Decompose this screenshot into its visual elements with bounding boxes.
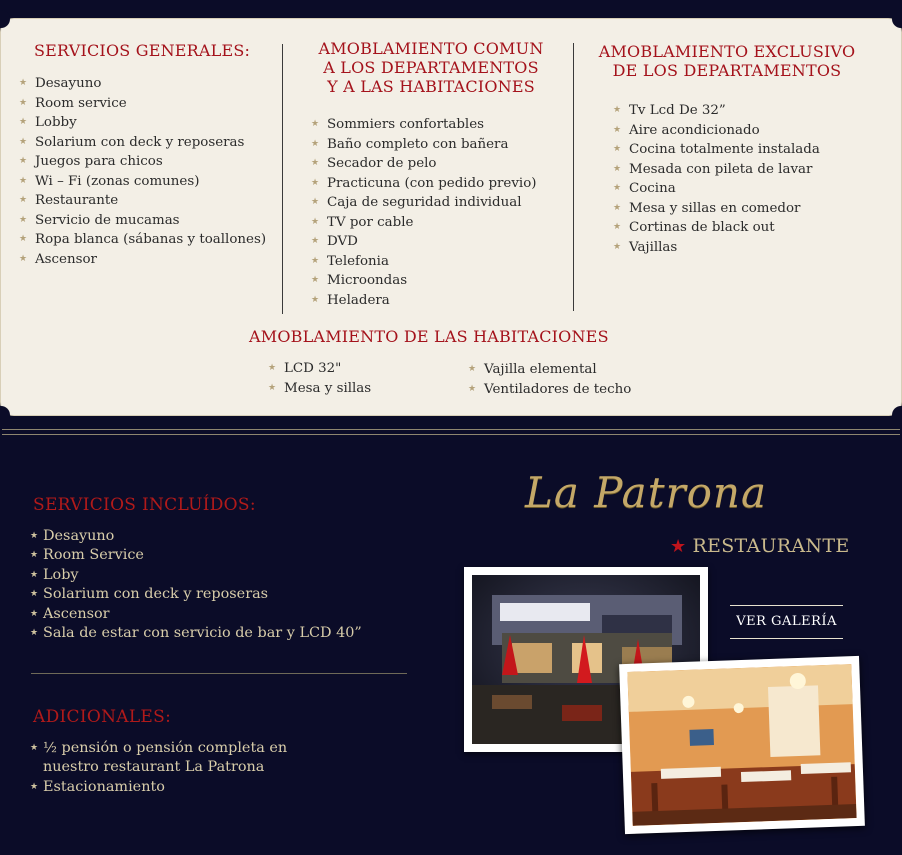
list-item: ★ Caja de seguridad individual	[311, 193, 536, 213]
list-item: ★ Juegos para chicos	[19, 152, 266, 172]
star-icon: ★	[19, 195, 28, 205]
star-icon: ★	[19, 214, 28, 225]
star-icon: ★	[311, 275, 320, 285]
star-icon: ★	[613, 163, 622, 174]
column-divider	[573, 43, 574, 311]
star-icon: ★	[30, 589, 39, 600]
list-item: ★ Vajilla elemental	[468, 360, 631, 380]
divider-line	[31, 673, 407, 674]
amoblamiento-comun-list	[311, 115, 536, 310]
star-icon: ★	[311, 216, 320, 227]
star-icon: ★	[30, 781, 39, 792]
adicionales-title: ADICIONALES:	[33, 707, 172, 727]
list-item: ★ Practicuna (con pedido previo)	[311, 174, 536, 194]
star-icon: ★	[19, 234, 28, 244]
list-item: ★ Solarium con deck y reposeras	[19, 133, 266, 153]
list-item: ★ Servicio de mucamas	[19, 211, 266, 231]
section-divider	[2, 429, 900, 430]
list-item: ★ Heladera	[311, 291, 536, 311]
star-icon: ★	[468, 364, 477, 374]
star-icon: ★	[311, 197, 320, 207]
star-icon: ★	[30, 569, 39, 580]
star-icon: ★	[19, 156, 28, 166]
amoblamiento-comun-title: AMOBLAMIENTO COMUN A LOS DEPARTAMENTOS Y A LAS HABITACIONES	[318, 39, 544, 96]
list-item: ★ DVD	[311, 232, 536, 252]
star-icon: ★	[30, 608, 39, 619]
list-item: ★ ½ pensión o pensión completa en nuestro restaurant La Patrona	[30, 740, 288, 776]
list-item: ★ Cocina	[613, 179, 820, 199]
servicios-generales-list	[19, 74, 266, 269]
ver-galeria-button[interactable]: VER GALERÍA	[730, 605, 843, 639]
list-item: ★ Room service	[19, 94, 266, 114]
adicionales-list	[30, 739, 287, 797]
list-item: ★ Desayuno	[19, 74, 266, 94]
list-item: ★ Baño completo con bañera	[311, 135, 536, 155]
list-item: ★ Restaurante	[19, 191, 266, 211]
star-icon: ★	[268, 382, 277, 393]
star-icon: ★	[19, 78, 28, 88]
list-item: ★ Solarium con deck y reposeras	[30, 585, 362, 604]
restaurant-interior-photo[interactable]	[619, 656, 865, 834]
list-item: ★ Loby	[30, 566, 362, 585]
list-item: ★ Microondas	[311, 271, 536, 291]
star-icon: ★	[30, 743, 39, 753]
list-item: ★ Desayuno	[30, 527, 362, 546]
star-icon: ★	[30, 531, 39, 541]
star-icon: ★	[311, 177, 320, 188]
list-item: ★ TV por cable	[311, 213, 536, 233]
star-icon: ★	[19, 175, 28, 186]
star-icon: ★	[19, 117, 28, 127]
amoblamiento-exclusivo-title: AMOBLAMIENTO EXCLUSIVO DE LOS DEPARTAMENTOS	[598, 42, 856, 80]
star-icon: ★	[613, 202, 622, 213]
list-item: ★ Cocina totalmente instalada	[613, 140, 820, 160]
list-item: ★ Sala de estar con servicio de bar y LCD 40”	[30, 624, 362, 643]
list-item: ★ Ascensor	[19, 250, 266, 270]
list-item: ★ Mesa y sillas en comedor	[613, 199, 820, 219]
amenities-card	[0, 18, 902, 416]
star-icon: ★	[19, 253, 28, 264]
star-icon: ★	[19, 136, 28, 147]
list-item: ★ Lobby	[19, 113, 266, 133]
star-icon: ★	[613, 183, 622, 193]
star-icon: ★	[670, 536, 687, 557]
list-item: ★ Vajillas	[613, 238, 820, 258]
star-icon: ★	[311, 236, 320, 246]
list-item: ★ Sommiers confortables	[311, 115, 536, 135]
servicios-generales-title: SERVICIOS GENERALES:	[34, 41, 251, 60]
star-icon: ★	[468, 383, 477, 394]
column-divider	[282, 44, 283, 314]
list-item: ★ Tv Lcd De 32”	[613, 101, 820, 121]
star-icon: ★	[311, 255, 320, 266]
habitaciones-list-right	[468, 360, 631, 399]
list-item: ★ Aire acondicionado	[613, 121, 820, 141]
list-item: ★ Estacionamiento	[30, 778, 287, 797]
list-item: ★ LCD 32"	[268, 359, 371, 379]
amoblamiento-habitaciones-title: AMOBLAMIENTO DE LAS HABITACIONES	[249, 327, 609, 346]
habitaciones-list-left	[268, 359, 371, 398]
section-divider	[2, 434, 900, 435]
list-item: ★ Wi – Fi (zonas comunes)	[19, 172, 266, 192]
list-item: ★ Secador de pelo	[311, 154, 536, 174]
star-icon: ★	[613, 105, 622, 115]
amoblamiento-exclusivo-list	[613, 101, 820, 257]
star-icon: ★	[613, 144, 622, 154]
star-icon: ★	[613, 241, 622, 252]
star-icon: ★	[613, 222, 622, 232]
list-item: ★ Ventiladores de techo	[468, 380, 631, 400]
star-icon: ★	[30, 550, 39, 561]
star-icon: ★	[311, 138, 320, 149]
list-item: ★ Room Service	[30, 546, 362, 565]
star-icon: ★	[30, 628, 39, 639]
star-icon: ★	[268, 363, 277, 373]
servicios-incluidos-title: SERVICIOS INCLUÍDOS:	[33, 495, 256, 515]
restaurante-subtitle: ★ RESTAURANTE	[670, 535, 850, 557]
list-item: ★ Mesada con pileta de lavar	[613, 160, 820, 180]
star-icon: ★	[311, 294, 320, 305]
star-icon: ★	[613, 124, 622, 135]
star-icon: ★	[311, 119, 320, 129]
servicios-incluidos-list	[30, 527, 362, 643]
list-item: ★ Cortinas de black out	[613, 218, 820, 238]
list-item: ★ Mesa y sillas	[268, 379, 371, 399]
star-icon: ★	[311, 158, 320, 168]
la-patrona-logo: La Patrona	[525, 468, 768, 517]
list-item: ★ Ascensor	[30, 605, 362, 624]
star-icon: ★	[19, 97, 28, 108]
list-item: ★ Ropa blanca (sábanas y toallones)	[19, 230, 266, 250]
list-item: ★ Telefonia	[311, 252, 536, 272]
